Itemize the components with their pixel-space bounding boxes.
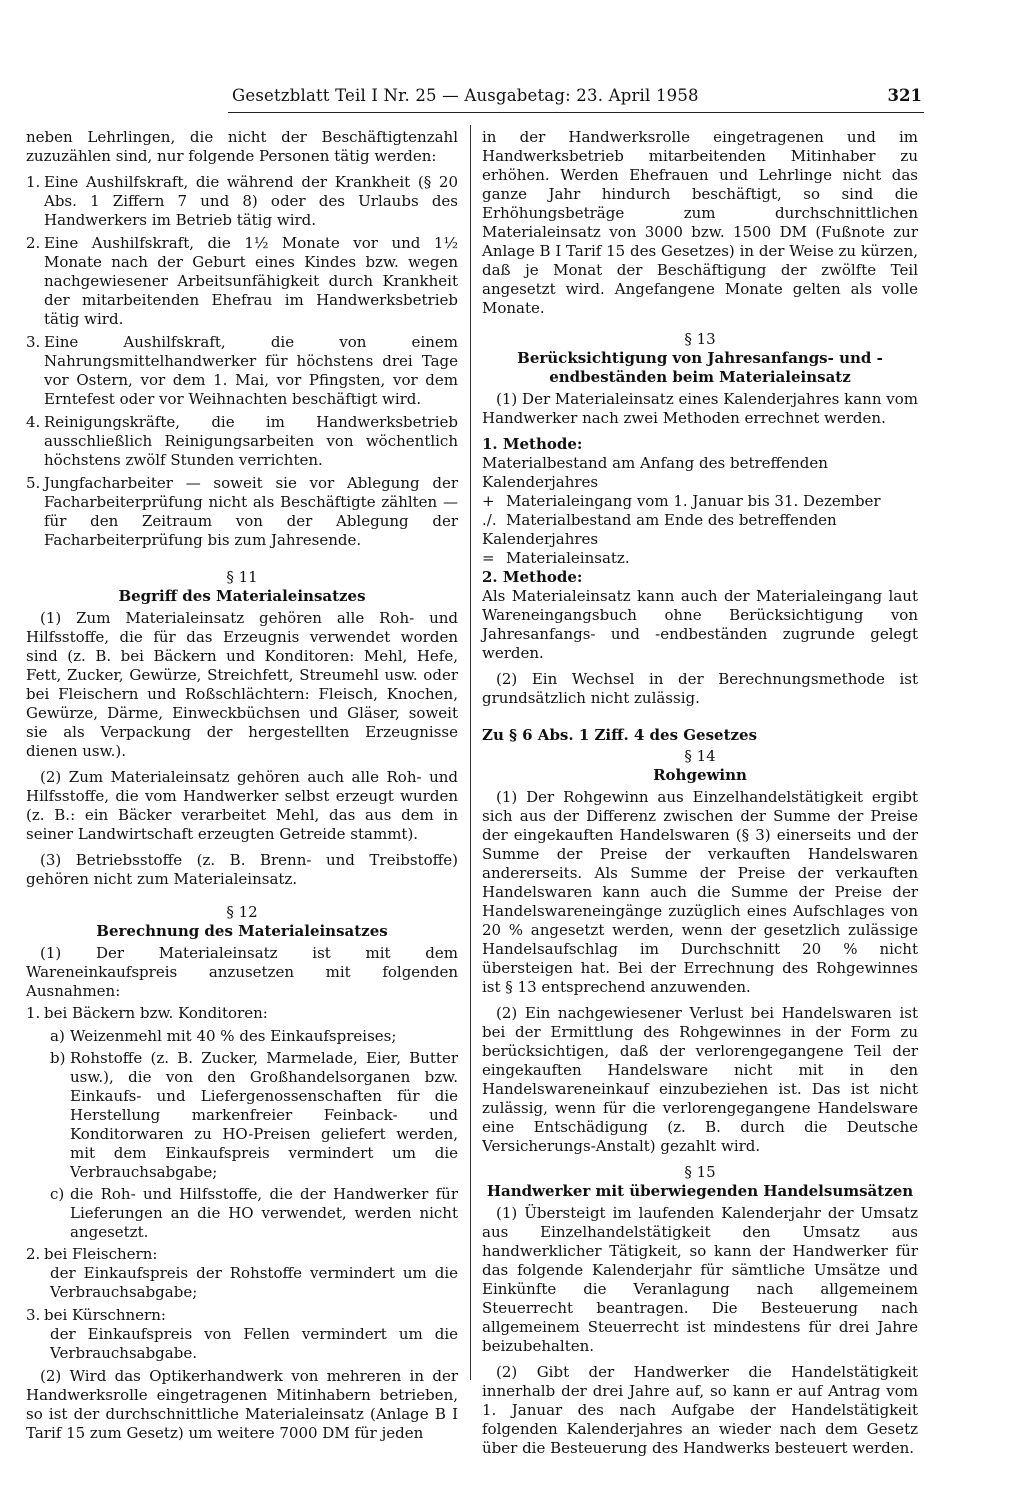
list-item [26, 413, 458, 470]
item-number: 3. [26, 333, 41, 351]
section-11-paragraph-3: (3) Betriebsstoffe (z. B. Brenn- und Treibstoffe) gehören nicht zum Materialeinsatz. [26, 851, 458, 888]
page-header [232, 86, 922, 110]
calc-line [482, 492, 918, 511]
list-item [26, 173, 458, 230]
section-11-number: § 11 [226, 568, 258, 586]
method-1-heading: 1. Methode: [482, 435, 583, 453]
section-12-number: § 12 [226, 903, 258, 921]
intro-text: neben Lehrlingen, die nicht der Beschäftigtenzahl zuzuzählen sind, nur folgende Personen tätig werden: [26, 128, 458, 165]
list-item [26, 333, 458, 409]
calc-text: Materialbestand am Ende des betreffenden Kalenderjahres [482, 511, 837, 548]
item-text: bei Kürschnern: [44, 1306, 166, 1324]
item-text: bei Bäckern bzw. Konditoren: [44, 1004, 268, 1022]
method-2-text: Als Materialeinsatz kann auch der Materialeingang laut Wareneingangsbuch ohne Berücksichtigung von Jahresanfangs- und -endbeständen zugrunde gelegt werden. [482, 587, 918, 662]
item-text: bei Fleischern: [44, 1245, 158, 1263]
calc-text: Materialeingang vom 1. Januar bis 31. Dezember [506, 492, 881, 510]
section-14-number: § 14 [684, 747, 716, 765]
section-14-paragraph-2: (2) Ein nachgewiesener Verlust bei Handelswaren ist bei der Ermittlung des Rohgewinnes in der Form zu berücksichtigen, daß der verlorengegangene Teil der eingekauften Handelsware nicht mit in den Handelswareneinkauf einzubeziehen ist. Das ist nicht zulässig, wenn für die verlorengegangene Handelsware eine Entschädigung (z. B. durch die Deutsche Versicherungs-Anstalt) gezahlt wird. [482, 1004, 918, 1155]
subsection-heading: Zu § 6 Abs. 1 Ziff. 4 des Gesetzes [482, 726, 758, 744]
list-item [26, 1004, 458, 1023]
header-title: Gesetzblatt Teil I Nr. 25 — Ausgabetag: 23. April 1958 [232, 86, 699, 105]
item-text: Eine Aushilfskraft, die von einem Nahrungsmittelhandwerker für höchstens drei Tage vor Ostern, vor dem 1. Mai, vor Pfingsten, vor dem Erntefest oder vor Weihnachten beschäftigt wird. [44, 333, 458, 408]
section-11-title: Begriff des Materialeinsatzes [118, 587, 366, 605]
item-text: Eine Aushilfskraft, die während der Krankheit (§ 20 Abs. 1 Ziffern 7 und 8) oder des Urlaubs des Handwerkers im Betrieb tätig wird. [44, 173, 458, 229]
list-item [26, 474, 458, 550]
continuation-text: in der Handwerksrolle eingetragenen und im Handwerksbetrieb mitarbeitenden Mitinhaber zu erhöhen. Werden Ehefrauen und Lehrlinge nicht das ganze Jahr hindurch beschäftigt, so sind die Erhöhungsbeträge zum durchschnittlichen Materialeinsatz von 3000 bzw. 1500 DM (Fußnote zur Anlage B I Tarif 15 des Gesetzes) in der Weise zu kürzen, daß je Monat der Beschäftigung der zwölfte Teil angesetzt wird. Angefangene Monate gelten als volle Monate. [482, 128, 918, 317]
sub-item-letter: c) [50, 1185, 65, 1203]
item-number: 3. [26, 1306, 41, 1324]
item-number: 2. [26, 234, 41, 252]
sub-item-text: Weizenmehl mit 40 % des Einkaufspreises; [70, 1027, 397, 1045]
sub-item [50, 1027, 458, 1046]
list-item [26, 1245, 458, 1264]
section-13-number: § 13 [684, 330, 716, 348]
calc-line [482, 549, 918, 568]
section-12-title: Berechnung des Materialeinsatzes [96, 922, 388, 940]
calc-text: Materialeinsatz. [506, 549, 630, 567]
minus-sign: ./. [482, 511, 497, 529]
calc-line: Materialbestand am Anfang des betreffenden Kalenderjahres [482, 454, 828, 491]
section-12-paragraph-1: (1) Der Materialeinsatz ist mit dem Wareneinkaufspreis anzusetzen mit folgenden Ausnahmen: [26, 944, 458, 1000]
item-continuation: der Einkaufspreis von Fellen vermindert um die Verbrauchsabgabe. [50, 1325, 458, 1362]
section-13-paragraph-2: (2) Ein Wechsel in der Berechnungsmethode ist grundsätzlich nicht zulässig. [482, 670, 918, 707]
right-column [482, 128, 918, 1465]
plus-sign: + [482, 492, 495, 510]
item-number: 1. [26, 173, 41, 191]
item-number: 5. [26, 474, 41, 492]
section-13-paragraph-1: (1) Der Materialeinsatz eines Kalenderjahres kann vom Handwerker nach zwei Methoden errechnet werden. [482, 390, 918, 427]
item-text: Jungfacharbeiter — soweit sie vor Ablegung der Facharbeiterprüfung nicht als Beschäftigte zählten — für den Zeitraum von der Ablegung der Facharbeiterprüfung bis zum Jahresende. [44, 474, 458, 549]
section-15-title: Handwerker mit überwiegenden Handelsumsätzen [486, 1182, 914, 1200]
sub-item-text: die Roh- und Hilfsstoffe, die der Handwerker für Lieferungen an die HO verwendet, werden nicht angesetzt. [70, 1185, 458, 1241]
section-15-paragraph-2: (2) Gibt der Handwerker die Handelstätigkeit innerhalb der drei Jahre auf, so kann er auf Antrag vom 1. Januar des nach Aufgabe der Handelstätigkeit folgenden Kalenderjahres an wieder nach dem Gesetz über die Besteuerung des Handwerks besteuert werden. [482, 1363, 918, 1457]
section-14-paragraph-1: (1) Der Rohgewinn aus Einzelhandelstätigkeit ergibt sich aus der Differenz zwischen der Summe der Preise der eingekauften Handelswaren (§ 3) einerseits und der Summe der Preise der verkauften Handelswaren andererseits. Als Summe der Preise der verkauften Handelswaren kann auch die Summe der Preise der Handelswareneingänge zuzüglich eines Aufschlages von 20 % angesetzt werden, wenn der gesetzlich zulässige Handelsaufschlag im Durchschnitt 20 % nicht übersteigen hat. Bei der Errechnung des Rohgewinnes ist § 13 entsprechend anzuwenden. [482, 788, 918, 996]
sub-item-letter: a) [50, 1027, 65, 1045]
left-column [26, 128, 458, 1450]
method-2-heading: 2. Methode: [482, 568, 583, 586]
section-15-number: § 15 [684, 1163, 716, 1181]
section-11-paragraph-2: (2) Zum Materialeinsatz gehören auch alle Roh- und Hilfsstoffe, die vom Handwerker selbst erzeugt wurden (z. B.: ein Bäcker verarbeitet Mehl, das aus dem in seiner Landwirtschaft erzeugten Getreide stammt). [26, 768, 458, 843]
item-text: Reinigungskräfte, die im Handwerksbetrieb ausschließlich Reinigungsarbeiten von wöchentlich höchstens zwölf Stunden verrichten. [44, 413, 458, 469]
sub-item-text: Rohstoffe (z. B. Zucker, Marmelade, Eier, Butter usw.), die von den Großhandelsorganen bzw. Einkaufs- und Liefergenossenschaften für die Herstellung markenfreier Feinback- und Konditorwaren zu HO-Preisen geliefert werden, mit dem Einkaufspreis vermindert um die Verbrauchsabgabe; [70, 1049, 458, 1181]
item-number: 1. [26, 1004, 41, 1022]
column-divider [470, 125, 471, 1380]
section-12-paragraph-2: (2) Wird das Optikerhandwerk von mehreren in der Handwerksrolle eingetragenen Mitinhabern betrieben, so ist der durchschnittliche Materialeinsatz (Anlage B I Tarif 15 zum Gesetz) um weitere 7000 DM für jeden [26, 1367, 458, 1442]
equals-sign: = [482, 549, 495, 567]
header-rule [228, 112, 924, 113]
page-number: 321 [887, 86, 922, 105]
section-11-paragraph-1: (1) Zum Materialeinsatz gehören alle Roh- und Hilfsstoffe, die für das Erzeugnis verwendet worden sind (z. B. bei Bäckern und Konditoren: Mehl, Hefe, Fett, Zucker, Gewürze, Streichfett, Streumehl usw. oder bei Fleischern und Roßschlächtern: Fleisch, Knochen, Gewürze, Därme, Einweckbüchsen und Gläser, soweit sie als Verpackung der hergestellten Erzeugnisse dienen usw.). [26, 609, 458, 760]
list-item [26, 234, 458, 329]
section-13-title: Berücksichtigung von Jahresanfangs- und -endbeständen beim Materialeinsatz [517, 349, 883, 386]
item-number: 4. [26, 413, 41, 431]
sub-item [50, 1049, 458, 1182]
section-15-paragraph-1: (1) Übersteigt im laufenden Kalenderjahr der Umsatz aus Einzelhandelstätigkeit den Umsatz aus handwerklicher Tätigkeit, so kann der Handwerker für das folgende Kalenderjahr für sämtliche Umsätze und Einkünfte die Veranlagung nach allgemeinem Steuerrecht beantragen. Die Besteuerung nach allgemeinem Steuerrecht ist mindestens für drei Jahre beizubehalten. [482, 1204, 918, 1355]
item-continuation: der Einkaufspreis der Rohstoffe vermindert um die Verbrauchsabgabe; [50, 1264, 458, 1301]
item-number: 2. [26, 1245, 41, 1263]
sub-item-letter: b) [50, 1049, 66, 1067]
sub-item [50, 1185, 458, 1242]
item-text: Eine Aushilfskraft, die 1½ Monate vor und 1½ Monate nach der Geburt eines Kindes bzw. wegen nachgewiesener Arbeitsunfähigkeit durch Krankheit der mitarbeitenden Ehefrau im Handwerksbetrieb tätig wird. [44, 234, 458, 328]
calc-line [482, 511, 918, 549]
list-item [26, 1306, 458, 1325]
section-14-title: Rohgewinn [653, 766, 747, 784]
